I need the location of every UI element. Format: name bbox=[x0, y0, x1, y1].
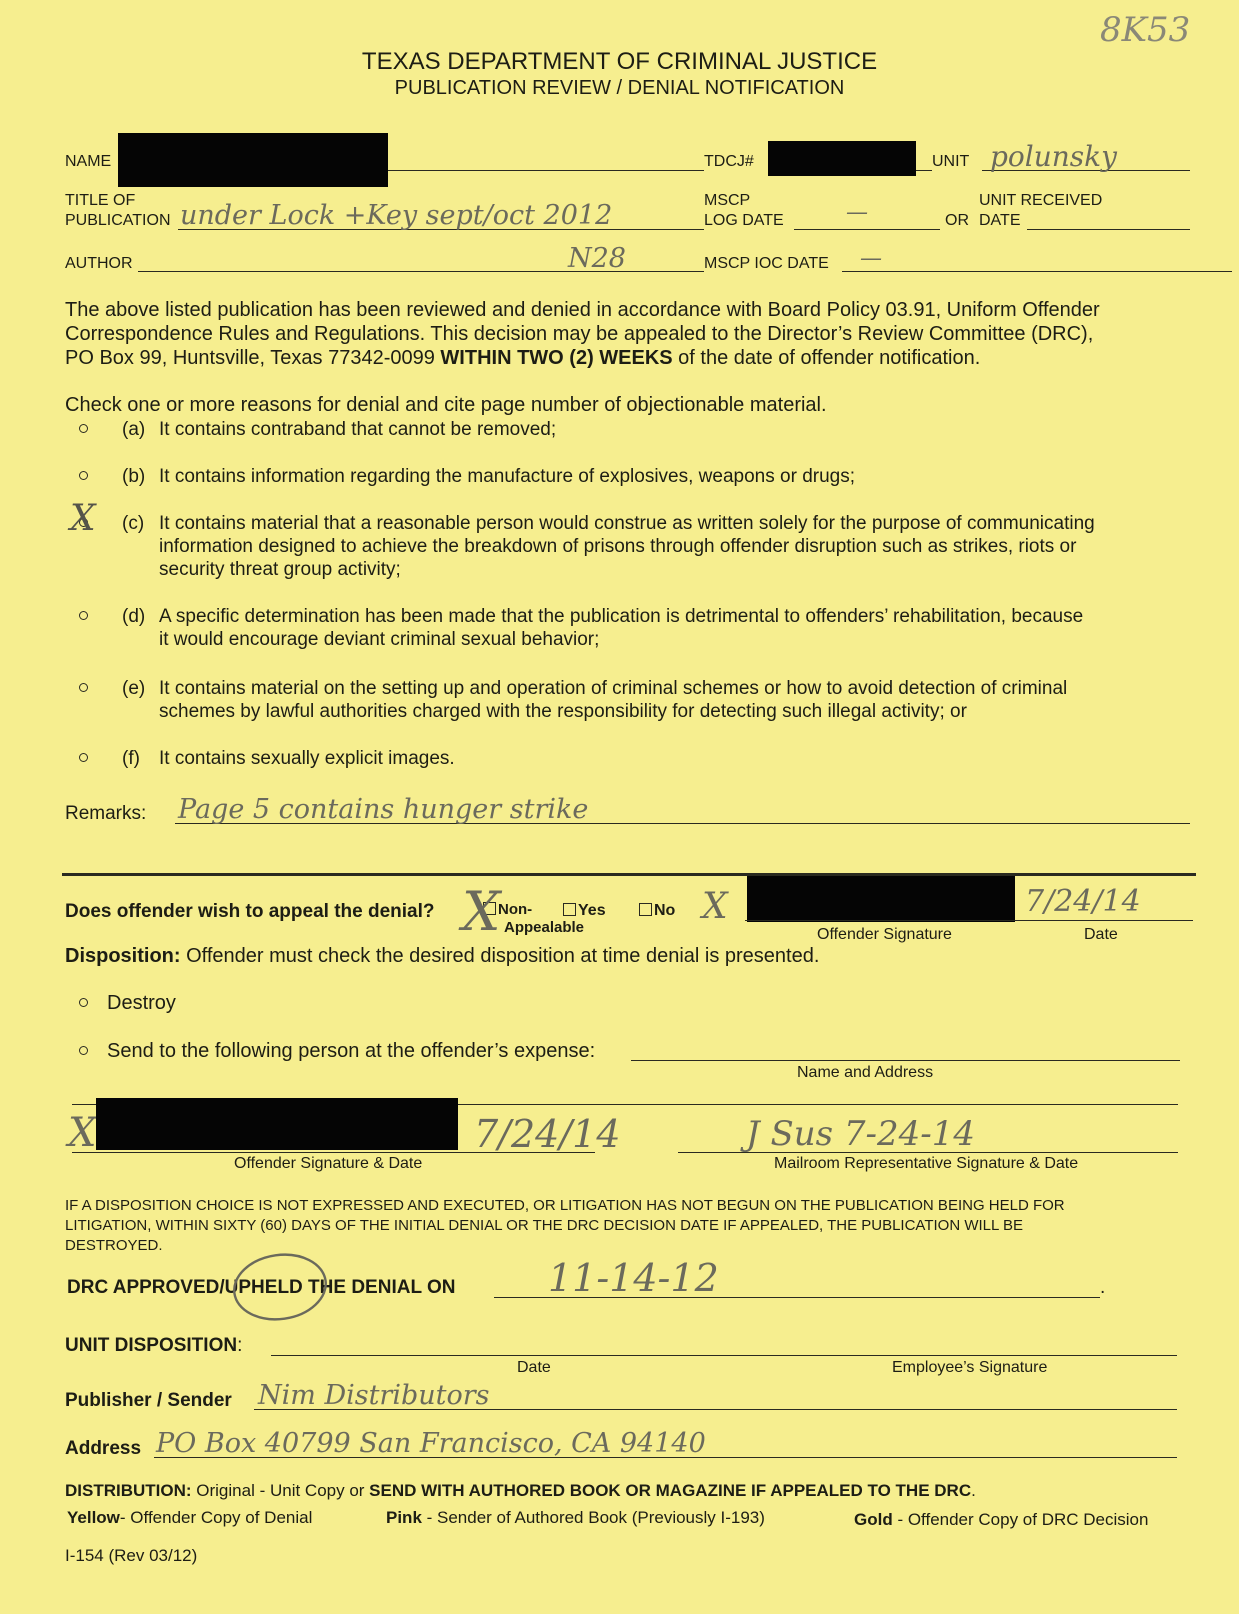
notice-line-1: IF A DISPOSITION CHOICE IS NOT EXPRESSED AND EXECUTED, OR LITIGATION HAS NOT BEGUN ON THE PUBLICATION BEING HELD FOR bbox=[65, 1197, 1065, 1214]
intro-line-1: The above listed publication has been reviewed and denied in accordance with Board Policy 03.91, Uniform Offender bbox=[65, 299, 1100, 321]
appeal-date-value: 7/24/14 bbox=[1025, 884, 1141, 919]
reason-d-checkbox[interactable] bbox=[79, 611, 88, 620]
reason-e-letter: (e) bbox=[122, 678, 146, 699]
address-value: PO Box 40799 San Francisco, CA 94140 bbox=[156, 1428, 706, 1459]
reason-b-checkbox[interactable] bbox=[79, 471, 88, 480]
unit-label: UNIT bbox=[932, 153, 970, 170]
appeal-no-option[interactable]: No bbox=[639, 902, 675, 920]
tdcj-field-line bbox=[916, 170, 932, 171]
appeal-question: Does offender wish to appeal the denial? bbox=[65, 901, 435, 922]
unit-disposition-line bbox=[271, 1355, 1177, 1356]
unit-value: polunsky bbox=[990, 140, 1117, 173]
form-id: I-154 (Rev 03/12) bbox=[65, 1546, 198, 1565]
corner-handwritten-mark: 8K53 bbox=[1100, 10, 1191, 50]
publisher-value: Nim Distributors bbox=[258, 1380, 490, 1411]
employee-signature-caption: Employee’s Signature bbox=[892, 1359, 1048, 1376]
form-title: TEXAS DEPARTMENT OF CRIMINAL JUSTICE bbox=[361, 48, 878, 75]
mailroom-signature-value: J Sus 7-24-14 bbox=[746, 1114, 976, 1154]
reason-a-text: It contains contraband that cannot be removed; bbox=[159, 419, 557, 440]
offender-signature-redaction bbox=[747, 876, 1015, 922]
reason-b-text: It contains information regarding the manufacture of explosives, weapons or drugs; bbox=[159, 466, 855, 487]
offender-signature-caption: Offender Signature bbox=[817, 926, 952, 943]
unit-disposition-label: UNIT DISPOSITION: bbox=[65, 1335, 243, 1356]
non-appealable-mark: X bbox=[462, 880, 501, 943]
reasons-instruction: Check one or more reasons for denial and cite page number of objectionable material. bbox=[65, 394, 827, 416]
title-label-line1: TITLE OF bbox=[65, 192, 136, 209]
drc-date-value: 11-14-12 bbox=[548, 1256, 719, 1300]
mscp-log-date-line bbox=[794, 229, 940, 230]
drc-period: . bbox=[1100, 1277, 1106, 1298]
offender-disposition-date-value: 7/24/14 bbox=[474, 1112, 621, 1156]
mailroom-signature-caption: Mailroom Representative Signature & Date bbox=[774, 1155, 1079, 1172]
send-label: Send to the following person at the offender’s expense: bbox=[107, 1040, 596, 1062]
reason-d-letter: (d) bbox=[122, 606, 146, 627]
unit-received-label-line1: UNIT RECEIVED bbox=[979, 192, 1103, 209]
distribution-gold: Gold - Offender Copy of DRC Decision bbox=[854, 1510, 1149, 1529]
reason-c-text-line3: security threat group activity; bbox=[159, 559, 401, 580]
distribution-line: DISTRIBUTION: Original - Unit Copy or SEND WITH AUTHORED BOOK OR MAGAZINE IF APPEALED TO THE DRC. bbox=[65, 1481, 976, 1500]
unit-received-date-line bbox=[1027, 229, 1190, 230]
reason-b-letter: (b) bbox=[122, 466, 146, 487]
address-label: Address bbox=[65, 1438, 142, 1459]
appeal-signature-mark: X bbox=[702, 886, 728, 927]
mscp-log-label-line2: LOG DATE bbox=[704, 212, 784, 229]
name-address-line bbox=[631, 1060, 1180, 1061]
reason-a-checkbox[interactable] bbox=[79, 424, 88, 433]
reason-d-text-line2: it would encourage deviant criminal sexual behavior; bbox=[159, 629, 600, 650]
publication-title-value: under Lock +Key sept/oct 2012 bbox=[180, 200, 613, 231]
reason-e-text-line1: It contains material on the setting up and operation of criminal schemes or how to avoid detection of criminal bbox=[159, 678, 1068, 699]
author-value: N28 bbox=[568, 243, 626, 274]
destroy-label: Destroy bbox=[107, 992, 176, 1014]
name-redaction bbox=[118, 133, 388, 187]
appeal-date-caption: Date bbox=[1084, 926, 1118, 943]
offender-signature-date-caption: Offender Signature & Date bbox=[234, 1155, 423, 1172]
distribution-yellow: Yellow- Offender Copy of Denial bbox=[67, 1508, 313, 1527]
reason-d-text-line1: A specific determination has been made that the publication is detrimental to offenders’ rehabilitation, because bbox=[159, 606, 1084, 627]
destroy-checkbox[interactable] bbox=[79, 998, 88, 1007]
mscp-ioc-date-value: — bbox=[860, 246, 882, 271]
reason-f-letter: (f) bbox=[122, 748, 140, 769]
appeal-yes-option[interactable]: Yes bbox=[563, 902, 606, 920]
reason-e-text-line2: schemes by lawful authorities charged with the responsibility for detecting such illegal activity; or bbox=[159, 701, 967, 722]
reason-e-checkbox[interactable] bbox=[79, 683, 88, 692]
author-label: AUTHOR bbox=[65, 255, 133, 272]
notice-line-2: LITIGATION, WITHIN SIXTY (60) DAYS OF THE INITIAL DENIAL OR THE DRC DECISION DATE IF APPEALED, THE PUBLICATION WILL BE bbox=[65, 1217, 1023, 1234]
publisher-label: Publisher / Sender bbox=[65, 1390, 232, 1411]
notice-line-3: DESTROYED. bbox=[65, 1237, 163, 1254]
offender-disposition-signature-redaction bbox=[96, 1098, 458, 1150]
section-divider bbox=[62, 873, 1196, 876]
disposition-instruction: Disposition: Offender must check the desired disposition at time denial is presented. bbox=[65, 945, 820, 967]
name-label: NAME bbox=[65, 153, 112, 170]
offender-signature-mark: X bbox=[68, 1110, 97, 1156]
tdcj-number-redaction bbox=[768, 141, 916, 176]
intro-line-3: PO Box 99, Huntsville, Texas 77342-0099 WITHIN TWO (2) WEEKS of the date of offender notification. bbox=[65, 347, 981, 369]
reason-a-letter: (a) bbox=[122, 419, 146, 440]
title-label-line2: PUBLICATION bbox=[65, 212, 171, 229]
tdcj-label: TDCJ# bbox=[704, 153, 754, 170]
appeal-signature-line bbox=[745, 920, 1193, 921]
form-subtitle: PUBLICATION REVIEW / DENIAL NOTIFICATION bbox=[394, 77, 845, 99]
remarks-value: Page 5 contains hunger strike bbox=[178, 794, 589, 825]
reason-c-letter: (c) bbox=[122, 513, 145, 534]
reason-c-text-line2: information designed to achieve the breakdown of prisons through offender disruption such as strikes, riots or bbox=[159, 536, 1077, 557]
non-appealable-option[interactable]: Non- Appealable bbox=[483, 901, 584, 937]
reason-f-text: It contains sexually explicit images. bbox=[159, 748, 455, 769]
name-address-caption: Name and Address bbox=[797, 1064, 934, 1081]
mscp-ioc-date-line bbox=[842, 271, 1232, 272]
mscp-ioc-date-label: MSCP IOC DATE bbox=[704, 255, 829, 272]
remarks-label: Remarks: bbox=[65, 803, 147, 824]
drc-label: DRC APPROVED/UPHELD THE DENIAL ON bbox=[67, 1277, 456, 1298]
or-label: OR bbox=[945, 212, 969, 229]
appeal-deadline: WITHIN TWO (2) WEEKS bbox=[440, 347, 673, 369]
unit-received-label-line2: DATE bbox=[979, 212, 1021, 229]
reason-f-checkbox[interactable] bbox=[79, 753, 88, 762]
reason-c-check-mark: X bbox=[70, 498, 96, 539]
unit-disposition-date-caption: Date bbox=[517, 1359, 551, 1376]
reason-c-text-line1: It contains material that a reasonable person would construe as written solely for the purpose of communicating bbox=[159, 513, 1095, 534]
send-checkbox[interactable] bbox=[79, 1046, 88, 1055]
mscp-log-date-value: — bbox=[846, 200, 868, 225]
name-field-line bbox=[388, 170, 704, 171]
upheld-circle-mark bbox=[228, 1250, 332, 1324]
distribution-pink: Pink - Sender of Authored Book (Previously I-193) bbox=[386, 1508, 765, 1527]
mscp-log-label-line1: MSCP bbox=[704, 192, 751, 209]
intro-line-2: Correspondence Rules and Regulations. This decision may be appealed to the Director’s Review Committee (DRC), bbox=[65, 323, 1094, 345]
